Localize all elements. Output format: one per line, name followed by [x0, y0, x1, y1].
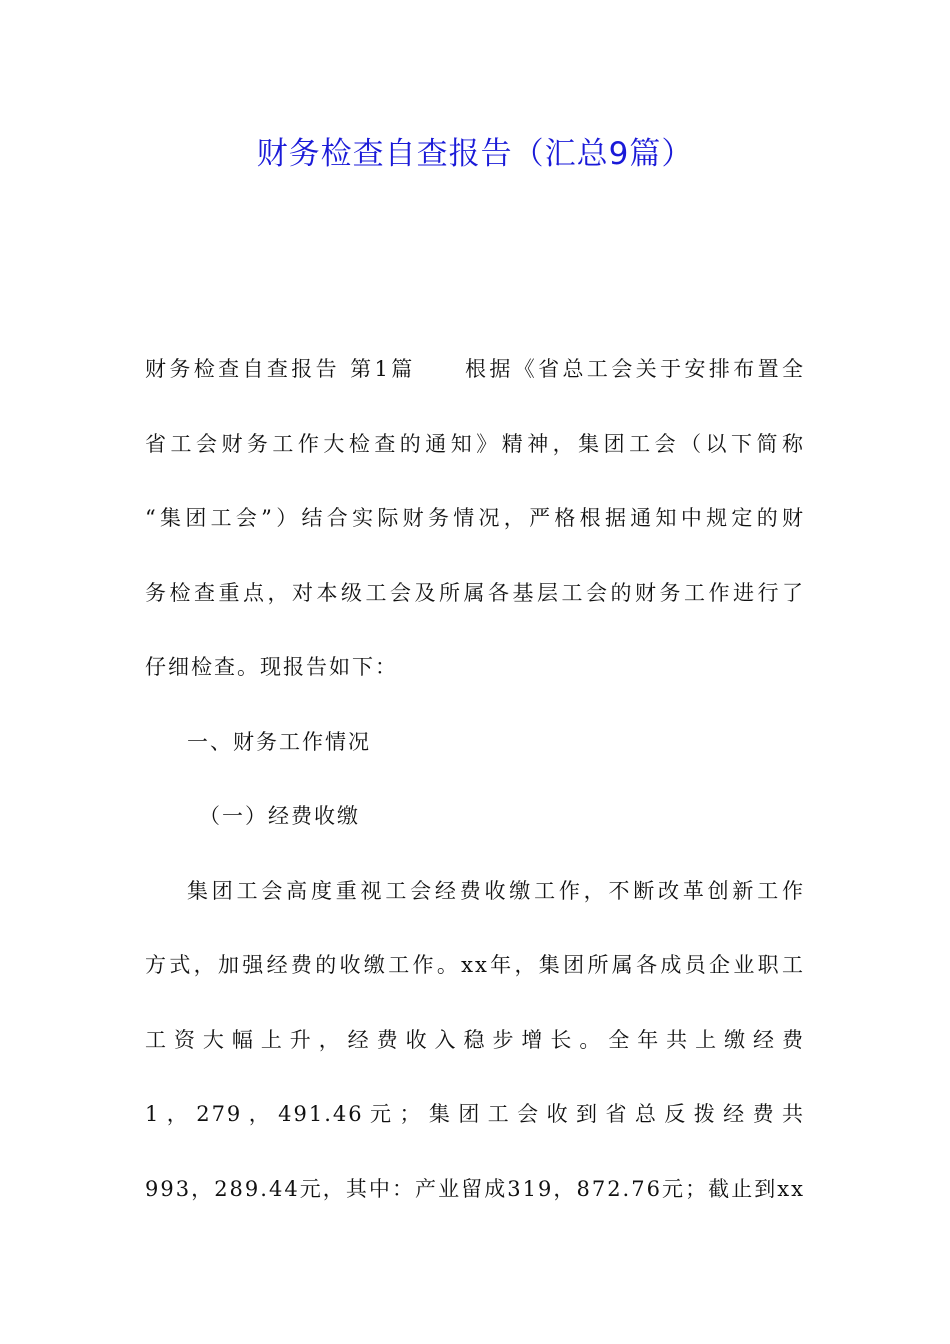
body-line-12: 993，289.44元，其中：产业留成319，872.76元；截止到xx: [145, 1176, 805, 1201]
body-line-10: 工资大幅上升，经费收入稳步增长。全年共上缴经费: [145, 1027, 805, 1052]
body-line-4: 务检查重点，对本级工会及所属各基层工会的财务工作进行了: [145, 580, 805, 605]
section-heading-inline: 财务检查自查报告 第1篇: [145, 357, 416, 381]
paragraph-start: 根据《省总工会关于安排布置全: [463, 357, 805, 381]
document-body: [145, 332, 805, 1226]
body-line-2: 省工会财务工作大检查的通知》精神，集团工会（以下简称: [145, 431, 805, 456]
body-line-11: 1，279，491.46元；集团工会收到省总反拨经费共: [145, 1102, 805, 1126]
body-line-5: 仔细检查。现报告如下：: [145, 655, 398, 679]
body-line-8: 集团工会高度重视工会经费收缴工作，不断改革创新工作: [187, 878, 805, 903]
body-line-9: 方式，加强经费的收缴工作。xx年，集团所属各成员企业职工: [145, 953, 805, 977]
body-line-1: [145, 332, 805, 407]
subsection-heading-1: （一）经费收缴: [199, 804, 360, 828]
document-title: 财务检查自查报告（汇总9篇）: [256, 136, 694, 172]
section-heading-1: 一、财务工作情况: [187, 729, 371, 754]
body-line-3: “集团工会”）结合实际财务情况，严格根据通知中规定的财: [145, 506, 805, 530]
